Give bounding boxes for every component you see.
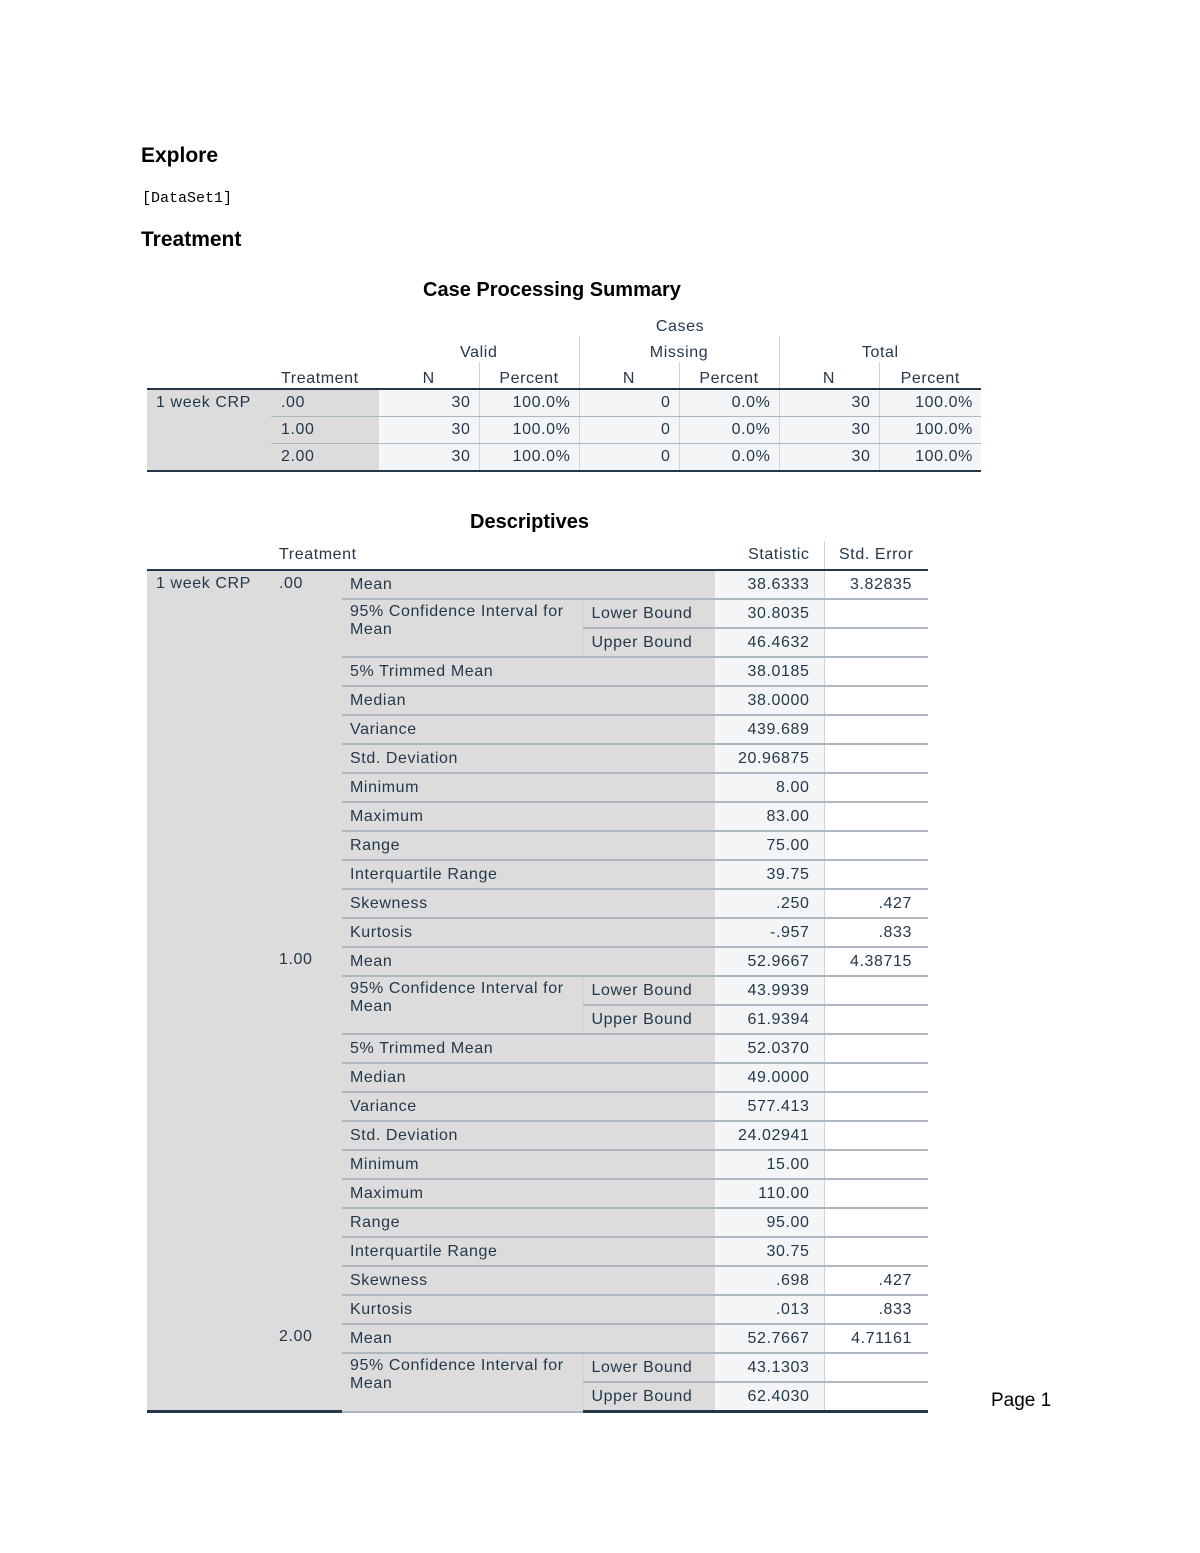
std-error-value bbox=[824, 976, 928, 1005]
upper-bound-label: Upper Bound bbox=[583, 628, 715, 657]
total-n: 30 bbox=[779, 389, 879, 417]
statistic-col-header: Statistic bbox=[715, 541, 824, 570]
std-error-value: 3.82835 bbox=[824, 570, 928, 599]
table-row bbox=[147, 570, 928, 599]
stat-label: Skewness bbox=[342, 1266, 715, 1295]
stat-value: 43.1303 bbox=[715, 1353, 824, 1382]
stat-label: Mean bbox=[342, 570, 715, 599]
std-error-value bbox=[824, 802, 928, 831]
std-error-value bbox=[824, 686, 928, 715]
stat-value: 39.75 bbox=[715, 860, 824, 889]
case-processing-table bbox=[147, 310, 981, 472]
missing-percent: 0.0% bbox=[679, 417, 779, 444]
treatment-level: 1.00 bbox=[271, 417, 379, 444]
treatment-level: .00 bbox=[271, 389, 379, 417]
valid-n: 30 bbox=[379, 417, 479, 444]
stat-value: 20.96875 bbox=[715, 744, 824, 773]
std-error-value bbox=[824, 1208, 928, 1237]
stat-value: .698 bbox=[715, 1266, 824, 1295]
stat-value: 75.00 bbox=[715, 831, 824, 860]
ci-label: 95% Confidence Interval for Mean bbox=[342, 976, 583, 1034]
treatment-level: 2.00 bbox=[271, 444, 379, 472]
stat-label: Std. Deviation bbox=[342, 1121, 715, 1150]
std-error-value bbox=[824, 1237, 928, 1266]
stat-value: 30.75 bbox=[715, 1237, 824, 1266]
std-error-value bbox=[824, 1179, 928, 1208]
valid-percent-header: Percent bbox=[479, 362, 579, 389]
std-error-col-header: Std. Error bbox=[824, 541, 928, 570]
stat-value: 43.9939 bbox=[715, 976, 824, 1005]
valid-percent: 100.0% bbox=[479, 444, 579, 472]
stat-label: Variance bbox=[342, 715, 715, 744]
valid-percent: 100.0% bbox=[479, 389, 579, 417]
stat-value: -.957 bbox=[715, 918, 824, 947]
std-error-value bbox=[824, 860, 928, 889]
stat-value: 577.413 bbox=[715, 1092, 824, 1121]
std-error-value bbox=[824, 1005, 928, 1034]
stat-label: Maximum bbox=[342, 1179, 715, 1208]
total-percent: 100.0% bbox=[879, 417, 981, 444]
stat-value: 61.9394 bbox=[715, 1005, 824, 1034]
stat-label: Minimum bbox=[342, 773, 715, 802]
descriptives-title: Descriptives bbox=[470, 511, 589, 533]
upper-bound-label: Upper Bound bbox=[583, 1005, 715, 1034]
stat-label: Range bbox=[342, 831, 715, 860]
stat-label: 5% Trimmed Mean bbox=[342, 657, 715, 686]
stat-label: Interquartile Range bbox=[342, 860, 715, 889]
stat-label: Minimum bbox=[342, 1150, 715, 1179]
upper-bound-label: Upper Bound bbox=[583, 1382, 715, 1412]
total-n-header: N bbox=[779, 362, 879, 389]
stat-value: 30.8035 bbox=[715, 599, 824, 628]
valid-n: 30 bbox=[379, 389, 479, 417]
ci-label: 95% Confidence Interval for Mean bbox=[342, 1353, 583, 1412]
std-error-value: .833 bbox=[824, 918, 928, 947]
stat-value: 110.00 bbox=[715, 1179, 824, 1208]
stat-value: 95.00 bbox=[715, 1208, 824, 1237]
stat-value: 38.0000 bbox=[715, 686, 824, 715]
valid-percent: 100.0% bbox=[479, 417, 579, 444]
missing-group-header: Missing bbox=[579, 336, 779, 362]
explore-heading: Explore bbox=[141, 144, 219, 167]
stat-label: Variance bbox=[342, 1092, 715, 1121]
treatment-level: 1.00 bbox=[269, 947, 342, 1324]
table-row bbox=[147, 389, 981, 417]
std-error-value bbox=[824, 628, 928, 657]
row-group-label: 1 week CRP bbox=[147, 570, 269, 1412]
stat-value: 24.02941 bbox=[715, 1121, 824, 1150]
stat-value: .250 bbox=[715, 889, 824, 918]
std-error-value bbox=[824, 657, 928, 686]
std-error-value bbox=[824, 831, 928, 860]
ci-label: 95% Confidence Interval for Mean bbox=[342, 599, 583, 657]
total-percent: 100.0% bbox=[879, 444, 981, 472]
treatment-level: 2.00 bbox=[269, 1324, 342, 1412]
stat-label: Mean bbox=[342, 1324, 715, 1353]
std-error-value bbox=[824, 773, 928, 802]
total-n: 30 bbox=[779, 444, 879, 472]
std-error-value bbox=[824, 1121, 928, 1150]
missing-n: 0 bbox=[579, 444, 679, 472]
stat-value: 8.00 bbox=[715, 773, 824, 802]
missing-percent: 0.0% bbox=[679, 389, 779, 417]
stat-value: 439.689 bbox=[715, 715, 824, 744]
stat-label: Skewness bbox=[342, 889, 715, 918]
std-error-value bbox=[824, 1382, 928, 1412]
stat-label: 5% Trimmed Mean bbox=[342, 1034, 715, 1063]
std-error-value: .427 bbox=[824, 1266, 928, 1295]
treatment-heading: Treatment bbox=[141, 228, 242, 251]
lower-bound-label: Lower Bound bbox=[583, 599, 715, 628]
std-error-value bbox=[824, 1150, 928, 1179]
std-error-value bbox=[824, 599, 928, 628]
stat-value: 62.4030 bbox=[715, 1382, 824, 1412]
missing-n-header: N bbox=[579, 362, 679, 389]
total-percent-header: Percent bbox=[879, 362, 981, 389]
missing-percent: 0.0% bbox=[679, 444, 779, 472]
std-error-value: 4.71161 bbox=[824, 1324, 928, 1353]
treatment-col-header: Treatment bbox=[269, 541, 715, 570]
stat-value: 83.00 bbox=[715, 802, 824, 831]
stat-value: 52.9667 bbox=[715, 947, 824, 976]
stat-value: 38.6333 bbox=[715, 570, 824, 599]
missing-n: 0 bbox=[579, 417, 679, 444]
valid-n-header: N bbox=[379, 362, 479, 389]
table-row bbox=[147, 417, 981, 444]
table-row bbox=[147, 444, 981, 472]
std-error-value bbox=[824, 715, 928, 744]
stat-value: 49.0000 bbox=[715, 1063, 824, 1092]
missing-n: 0 bbox=[579, 389, 679, 417]
valid-n: 30 bbox=[379, 444, 479, 472]
stat-label: Kurtosis bbox=[342, 918, 715, 947]
missing-percent-header: Percent bbox=[679, 362, 779, 389]
stat-label: Interquartile Range bbox=[342, 1237, 715, 1266]
std-error-value bbox=[824, 744, 928, 773]
dataset-label: [DataSet1] bbox=[142, 190, 233, 207]
descriptives-body bbox=[147, 570, 928, 1412]
total-percent: 100.0% bbox=[879, 389, 981, 417]
std-error-value bbox=[824, 1092, 928, 1121]
stat-value: .013 bbox=[715, 1295, 824, 1324]
total-group-header: Total bbox=[779, 336, 981, 362]
stat-label: Std. Deviation bbox=[342, 744, 715, 773]
stat-value: 15.00 bbox=[715, 1150, 824, 1179]
page-number: Page 1 bbox=[991, 1390, 1052, 1411]
total-n: 30 bbox=[779, 417, 879, 444]
std-error-value bbox=[824, 1353, 928, 1382]
std-error-value bbox=[824, 1034, 928, 1063]
stat-value: 46.4632 bbox=[715, 628, 824, 657]
stat-label: Maximum bbox=[342, 802, 715, 831]
stat-label: Mean bbox=[342, 947, 715, 976]
stat-label: Median bbox=[342, 686, 715, 715]
descriptives-table bbox=[147, 541, 928, 1413]
std-error-value: 4.38715 bbox=[824, 947, 928, 976]
stat-value: 52.0370 bbox=[715, 1034, 824, 1063]
stat-label: Kurtosis bbox=[342, 1295, 715, 1324]
cases-header: Cases bbox=[655, 318, 705, 335]
lower-bound-label: Lower Bound bbox=[583, 976, 715, 1005]
treatment-level: .00 bbox=[269, 570, 342, 947]
std-error-value: .833 bbox=[824, 1295, 928, 1324]
stat-value: 52.7667 bbox=[715, 1324, 824, 1353]
stat-label: Range bbox=[342, 1208, 715, 1237]
row-group-label: 1 week CRP bbox=[147, 389, 271, 471]
std-error-value: .427 bbox=[824, 889, 928, 918]
std-error-value bbox=[824, 1063, 928, 1092]
treatment-col-header: Treatment bbox=[271, 362, 379, 389]
lower-bound-label: Lower Bound bbox=[583, 1353, 715, 1382]
stat-value: 38.0185 bbox=[715, 657, 824, 686]
stat-label: Median bbox=[342, 1063, 715, 1092]
case-processing-title: Case Processing Summary bbox=[423, 279, 681, 301]
valid-group-header: Valid bbox=[460, 344, 498, 361]
